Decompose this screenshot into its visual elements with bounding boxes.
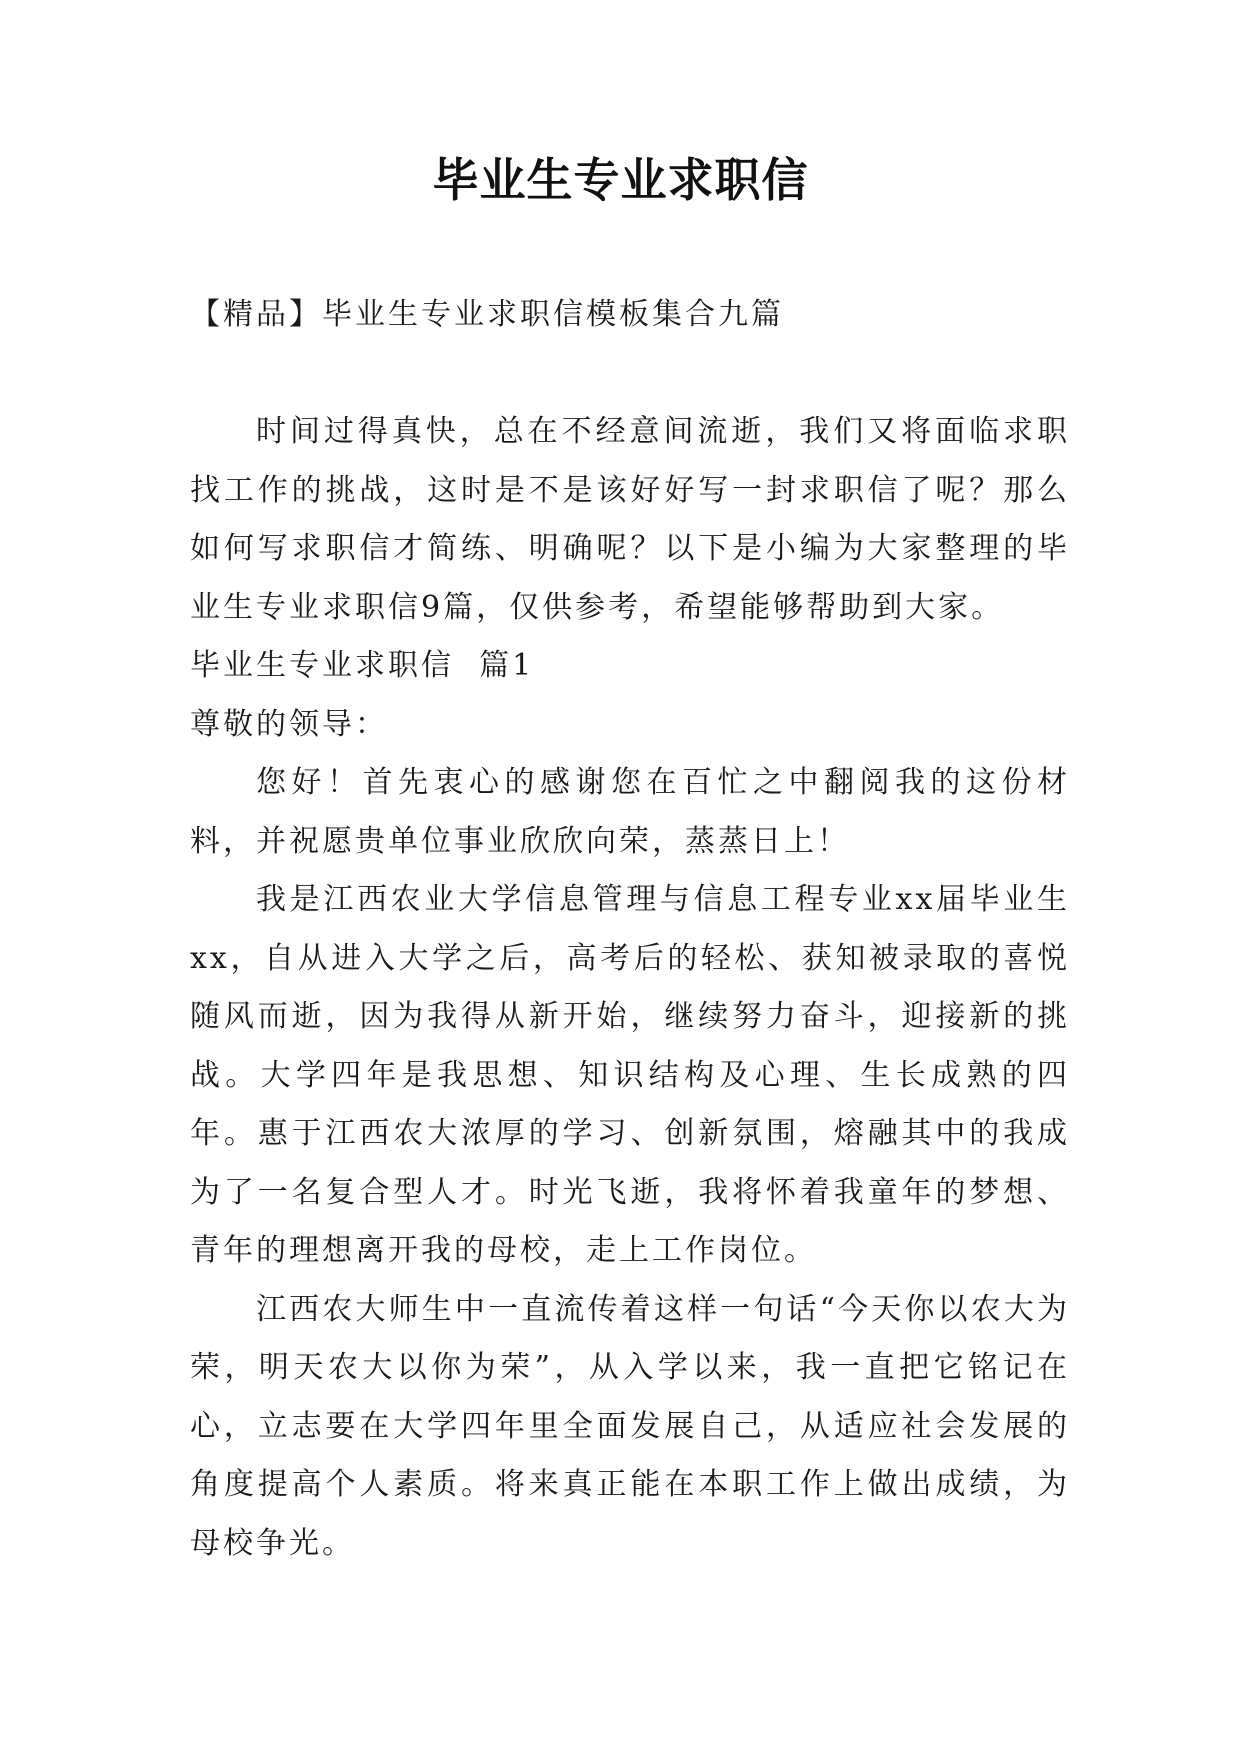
document-subtitle: 【精品】毕业生专业求职信模板集合九篇 [190,297,784,332]
document-title: 毕业生专业求职信 [432,153,809,207]
body-paragraph: 您好！首先衷心的感谢您在百忙之中翻阅我的这份材料，并祝愿贵单位事业欣欣向荣，蒸蒸日上！ [190,765,1070,859]
salutation: 尊敬的领导： [190,706,388,742]
intro-paragraph: 时间过得真快，总在不经意间流逝，我们又将面临求职找工作的挑战，这时是不是该好好写一封求职信了呢？那么如何写求职信才简练、明确呢？以下是小编为大家整理的毕业生专业求职信9篇，仅供参考，希望能够帮助到大家。 [190,414,1070,625]
section-heading: 毕业生专业求职信 篇1 [190,648,535,683]
body-paragraph: 江西农大师生中一直流传着这样一句话“今天你以农大为荣，明天农大以你为荣”，从入学以来，我一直把它铭记在心，立志要在大学四年里全面发展自己，从适应社会发展的角度提高个人素质。将来真正能在本职工作上做出成绩，为母校争光。 [190,1291,1070,1561]
body-paragraph: 我是江西农业大学信息管理与信息工程专业xx届毕业生xx，自从进入大学之后，高考后的轻松、获知被录取的喜悦随风而逝，因为我得从新开始，继续努力奋斗，迎接新的挑战。大学四年是我思想、知识结构及心理、生长成熟的四年。惠于江西农大浓厚的学习、创新氛围，熔融其中的我成为了一名复合型人才。时光飞逝，我将怀着我童年的梦想、青年的理想离开我的母校，走上工作岗位。 [190,882,1070,1268]
document-body [190,403,1070,1573]
